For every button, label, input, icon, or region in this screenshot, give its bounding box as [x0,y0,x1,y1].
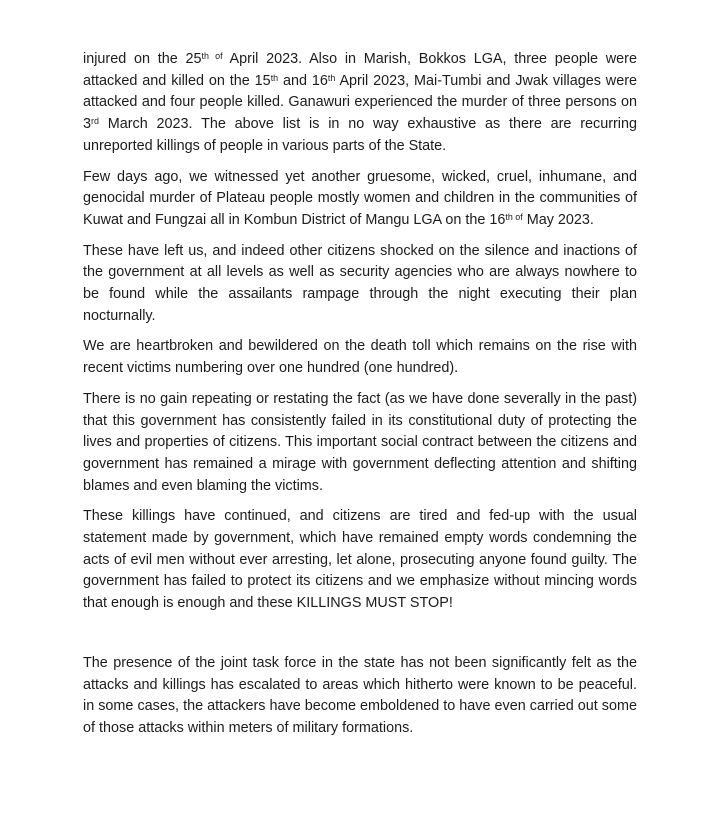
ordinal-superscript: th [270,72,279,83]
text-run: March 2023. The above list is in no way exhaustive as there are recurring unreported killings of people in various parts of the State. [83,116,637,154]
text-run: injured on the 25 [83,51,202,67]
text-run: We are heartbroken and bewildered on the death toll which remains on the rise with recent victims numbering over one hundred (one hundred). [83,338,637,377]
paragraph-kuwat-fungzai-murder [83,167,637,232]
ordinal-superscript: th of [201,50,223,61]
text-run: April 2023, Mai-Tumbi and Jwak villages were attacked and four people killed. Ganawuri experienced the murder of three persons on 3 [83,72,638,133]
text-run: There is no gain repeating or restating the fact (as we have done severally in the past) that this government has consistently failed in its constitutional duty of protecting the lives and properties of citizens. This important social contract between the citizens and government has remained a mirage with government deflecting attention and shifting blames and even blaming the victims. [83,390,637,494]
paragraph-attacks-list [83,49,637,158]
paragraph-death-toll [83,336,637,379]
paragraph-killings-must-stop [83,506,637,615]
text-run: and 16 [278,72,328,89]
text-run: Few days ago, we witnessed yet another gruesome, wicked, cruel, inhumane, and genocidal murder of Plateau people mostly women and children in the communities of Kuwat and Fungzai all in Kombun District of Mangu LGA on the 16 [83,168,637,228]
text-run: These killings have continued, and citizens are tired and fed-up with the usual statement made by government, which have remained empty words condemning the acts of evil men without ever arresting, let alone, prosecuting anyone found guilty. The government has failed to protect its citizens and we emphasize without mincing words that enough is enough and these KILLINGS MUST STOP! [83,508,637,612]
text-run: May 2023. [522,211,594,228]
ordinal-superscript: th of [505,211,523,222]
ordinal-superscript: rd [91,116,99,127]
text-run: April 2023. Also in Marish, Bokkos LGA, three people were attacked and killed on the 15 [83,51,637,89]
paragraph-constitutional-duty [83,389,637,498]
ordinal-superscript: th [327,72,336,83]
text-run: The presence of the joint task force in the state has not been significantly felt as the attacks and killings has escalated to areas which hitherto were known to be peaceful. in some cases, the attackers have become emboldened to have even carried out some of those attacks within meters of military formations. [83,654,637,736]
paragraph-joint-task-force [83,653,637,740]
paragraph-government-silence [83,241,637,328]
text-run: These have left us, and indeed other citizens shocked on the silence and inactions of the government at all levels as well as security agencies who are always nowhere to be found while the assailants rampage through the night executing their plan nocturnally. [83,242,637,324]
